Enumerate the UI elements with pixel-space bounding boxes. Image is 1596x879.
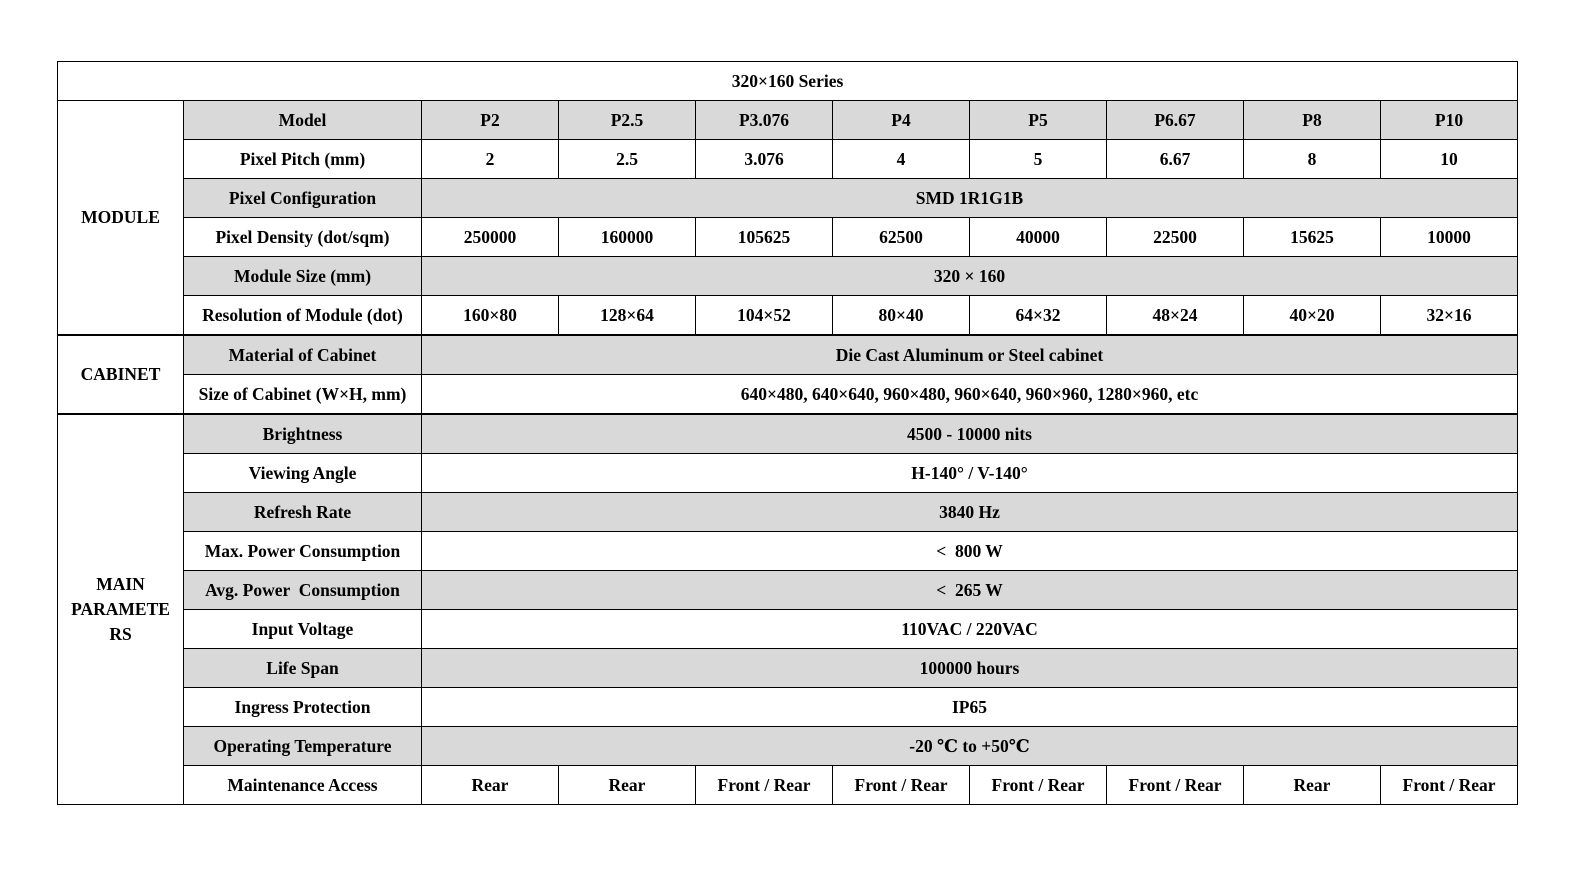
table-cell: 3840 Hz xyxy=(422,493,1518,532)
table-cell: 62500 xyxy=(833,218,970,257)
table-cell: < 265 W xyxy=(422,571,1518,610)
table-cell: 6.67 xyxy=(1107,140,1244,179)
table-cell: 32×16 xyxy=(1381,296,1518,336)
table-cell: 10 xyxy=(1381,140,1518,179)
table-cell: Die Cast Aluminum or Steel cabinet xyxy=(422,335,1518,375)
table-cell: 250000 xyxy=(422,218,559,257)
model-header: P6.67 xyxy=(1107,101,1244,140)
table-cell: 48×24 xyxy=(1107,296,1244,336)
table-cell: 80×40 xyxy=(833,296,970,336)
row-avg-power xyxy=(58,571,1518,610)
table-cell: 104×52 xyxy=(696,296,833,336)
row-label-cabinet-size: Size of Cabinet (W×H, mm) xyxy=(184,375,422,415)
group-module: MODULE xyxy=(58,101,184,336)
group-cabinet: CABINET xyxy=(58,335,184,414)
row-label-max-power: Max. Power Consumption xyxy=(184,532,422,571)
row-maintenance xyxy=(58,766,1518,805)
row-label-avg-power: Avg. Power Consumption xyxy=(184,571,422,610)
model-header: P5 xyxy=(970,101,1107,140)
row-label-maintenance: Maintenance Access xyxy=(184,766,422,805)
row-label-input-voltage: Input Voltage xyxy=(184,610,422,649)
row-input-voltage xyxy=(58,610,1518,649)
table-cell: Front / Rear xyxy=(696,766,833,805)
table-cell: 64×32 xyxy=(970,296,1107,336)
spec-table xyxy=(57,61,1518,805)
table-cell: 640×480, 640×640, 960×480, 960×640, 960×960, 1280×960, etc xyxy=(422,375,1518,415)
table-cell: 10000 xyxy=(1381,218,1518,257)
title-row xyxy=(58,62,1518,101)
row-label-viewing-angle: Viewing Angle xyxy=(184,454,422,493)
row-max-power xyxy=(58,532,1518,571)
model-header: P2.5 xyxy=(559,101,696,140)
table-title: 320×160 Series xyxy=(58,62,1518,101)
table-cell: 5 xyxy=(970,140,1107,179)
row-label-brightness: Brightness xyxy=(184,414,422,454)
row-label-pixel-pitch: Pixel Pitch (mm) xyxy=(184,140,422,179)
table-cell: 8 xyxy=(1244,140,1381,179)
row-label-resolution: Resolution of Module (dot) xyxy=(184,296,422,336)
row-cabinet-material xyxy=(58,335,1518,375)
table-cell: 40000 xyxy=(970,218,1107,257)
model-header: P10 xyxy=(1381,101,1518,140)
model-header: P3.076 xyxy=(696,101,833,140)
row-operating-temp xyxy=(58,727,1518,766)
row-label-operating-temp: Operating Temperature xyxy=(184,727,422,766)
table-cell: Rear xyxy=(559,766,696,805)
table-cell: 3.076 xyxy=(696,140,833,179)
table-cell: < 800 W xyxy=(422,532,1518,571)
table-cell: Rear xyxy=(1244,766,1381,805)
row-pixel-config xyxy=(58,179,1518,218)
row-label-refresh-rate: Refresh Rate xyxy=(184,493,422,532)
table-cell: 105625 xyxy=(696,218,833,257)
row-resolution xyxy=(58,296,1518,336)
table-cell: Front / Rear xyxy=(1107,766,1244,805)
model-header: P2 xyxy=(422,101,559,140)
table-cell: 40×20 xyxy=(1244,296,1381,336)
model-header: P4 xyxy=(833,101,970,140)
table-cell: 15625 xyxy=(1244,218,1381,257)
model-header: P8 xyxy=(1244,101,1381,140)
row-label-life-span: Life Span xyxy=(184,649,422,688)
table-cell: Front / Rear xyxy=(1381,766,1518,805)
table-cell: 128×64 xyxy=(559,296,696,336)
table-cell: 160×80 xyxy=(422,296,559,336)
table-cell: 2.5 xyxy=(559,140,696,179)
table-cell: IP65 xyxy=(422,688,1518,727)
table-cell: 160000 xyxy=(559,218,696,257)
row-pixel-density xyxy=(58,218,1518,257)
table-cell: 2 xyxy=(422,140,559,179)
table-cell: Front / Rear xyxy=(970,766,1107,805)
row-viewing-angle xyxy=(58,454,1518,493)
table-cell: H-140° / V-140° xyxy=(422,454,1518,493)
table-cell: 4 xyxy=(833,140,970,179)
table-cell: 4500 - 10000 nits xyxy=(422,414,1518,454)
row-label-pixel-density: Pixel Density (dot/sqm) xyxy=(184,218,422,257)
row-label-ingress: Ingress Protection xyxy=(184,688,422,727)
row-cabinet-size xyxy=(58,375,1518,415)
table-cell: 320 × 160 xyxy=(422,257,1518,296)
row-ingress xyxy=(58,688,1518,727)
row-model xyxy=(58,101,1518,140)
row-refresh-rate xyxy=(58,493,1518,532)
table-cell: SMD 1R1G1B xyxy=(422,179,1518,218)
table-cell: 100000 hours xyxy=(422,649,1518,688)
row-label-material: Material of Cabinet xyxy=(184,335,422,375)
row-label-model: Model xyxy=(184,101,422,140)
row-label-module-size: Module Size (mm) xyxy=(184,257,422,296)
row-pixel-pitch xyxy=(58,140,1518,179)
table-cell: -20 ℃ to +50℃ xyxy=(422,727,1518,766)
group-main-parameters: MAIN PARAMETE RS xyxy=(58,414,184,805)
row-life-span xyxy=(58,649,1518,688)
table-cell: 110VAC / 220VAC xyxy=(422,610,1518,649)
row-brightness xyxy=(58,414,1518,454)
table-cell: 22500 xyxy=(1107,218,1244,257)
table-cell: Rear xyxy=(422,766,559,805)
row-module-size xyxy=(58,257,1518,296)
table-cell: Front / Rear xyxy=(833,766,970,805)
row-label-pixel-config: Pixel Configuration xyxy=(184,179,422,218)
